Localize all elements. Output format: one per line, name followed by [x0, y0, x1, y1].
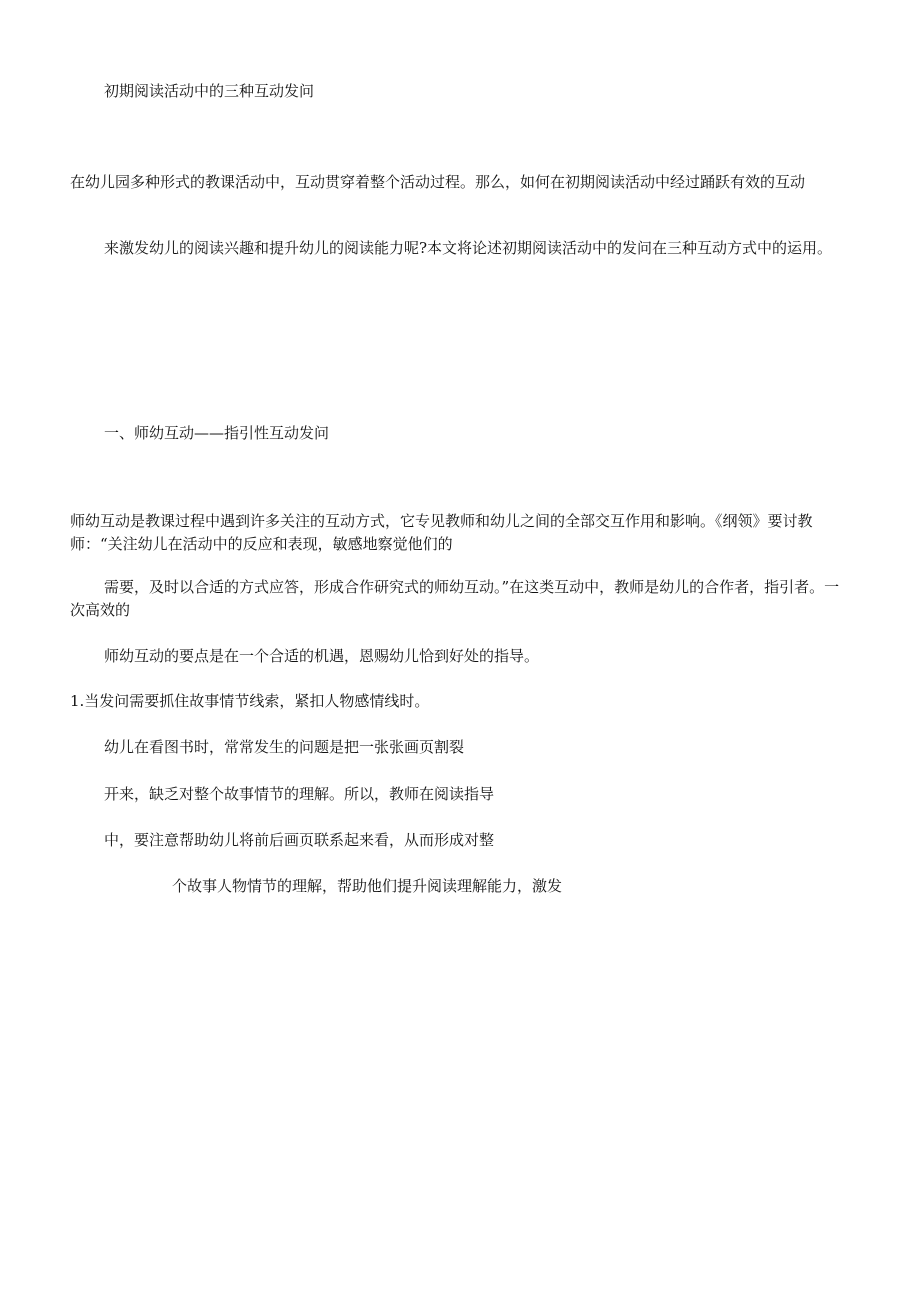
item-1-heading: 1.当发问需要抓住故事情节线索，紧扣人物感情线时。 [70, 692, 430, 710]
document-title: 初期阅读活动中的三种互动发问 [104, 82, 315, 100]
item-1-line-2: 开来，缺乏对整个故事情节的理解。所以，教师在阅读指导 [104, 785, 495, 803]
intro-paragraph-2: 来激发幼儿的阅读兴趣和提升幼儿的阅读能力呢?本文将论述初期阅读活动中的发问在三种互动方式中的运用。 [104, 239, 833, 257]
item-1-line-4: 个故事人物情节的理解，帮助他们提升阅读理解能力，激发 [172, 877, 563, 895]
item-1-line-1: 幼儿在看图书时，常常发生的问题是把一张张画页割裂 [104, 738, 465, 756]
section-1-heading: 一、师幼互动——指引性互动发问 [104, 424, 330, 442]
section-1-paragraph-3: 师幼互动的要点是在一个合适的机遇，恩赐幼儿恰到好处的指导。 [104, 647, 540, 665]
section-1-paragraph-2: 需要，及时以合适的方式应答，形成合作研究式的师幼互动。”在这类互动中，教师是幼儿的合作者，指引者。一次高效的 [70, 578, 840, 619]
item-1-line-3: 中，要注意帮助幼儿将前后画页联系起来看，从而形成对整 [104, 831, 495, 849]
intro-paragraph-1: 在幼儿园多种形式的教课活动中，互动贯穿着整个活动过程。那么，如何在初期阅读活动中经过踊跃有效的互动 [70, 173, 806, 191]
section-1-paragraph-1: 师幼互动是教课过程中遇到许多关注的互动方式，它专见教师和幼儿之间的全部交互作用和影响。《纲领》要讨教师：“关注幼儿在活动中的反应和表现，敏感地察觉他们的 [70, 512, 813, 553]
